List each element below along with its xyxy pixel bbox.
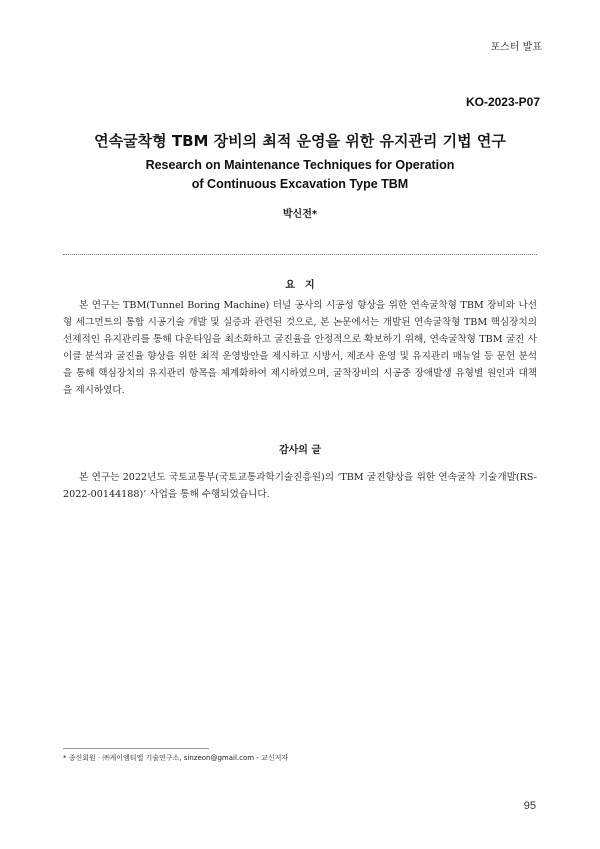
title-english-line1: Research on Maintenance Techniques for Operation xyxy=(145,158,455,172)
footnote: * 종신회원 · ㈜케이엠티엘 기술연구소, sinzeon@gmail.com - 교신저자 xyxy=(63,754,289,762)
header-category: 포스터 발표 xyxy=(490,42,542,53)
title-korean: 연속굴착형 TBM 장비의 최적 운영을 위한 유지관리 기법 연구 xyxy=(94,132,506,150)
footnote-rule xyxy=(63,748,209,749)
acknowledgement-body: 본 연구는 2022년도 국토교통부(국토교통과학기술진흥원)의 ‘TBM 굴진향상을 위한 연속굴착 기술개발(RS-2022-00144188)’ 사업을 통해 수행되었습니다. xyxy=(63,472,537,500)
title-english xyxy=(0,156,600,194)
title-english-line2: of Continuous Excavation Type TBM xyxy=(191,177,409,191)
abstract-heading: 요지 xyxy=(285,280,325,291)
paper-code: KO-2023-P07 xyxy=(465,95,540,109)
page-number: 95 xyxy=(523,800,536,812)
abstract-body: 본 연구는 TBM(Tunnel Boring Machine) 터널 공사의 시공성 향상을 위한 연속굴착형 TBM 장비와 나선형 세그먼트의 통합 시공기술 개발 및 실증과 관련된 것으로, 본 논문에서는 개발된 연속굴착형 TBM 핵심장치의 선제적인 유지관리를 통해 다운타임을 최소화하고 굴진율을 안정적으로 확보하기 위해, 연속굴착형 TBM 굴진 사이클 분석과 굴진율 향상을 위한 최적 운영방안을 제시하고 시방서, 제조사 운영 및 유지관리 매뉴얼 등 문헌 분석을 통해 핵심장치의 유지관리 항목을 체계화하여 제시하였으며, 굴착장비의 시공중 장애발생 유형별 원인과 대책을 제시하였다. xyxy=(63,300,537,396)
section-divider xyxy=(63,254,537,255)
author-name: 박신전* xyxy=(282,209,318,220)
acknowledgement-heading: 감사의 글 xyxy=(278,445,322,456)
